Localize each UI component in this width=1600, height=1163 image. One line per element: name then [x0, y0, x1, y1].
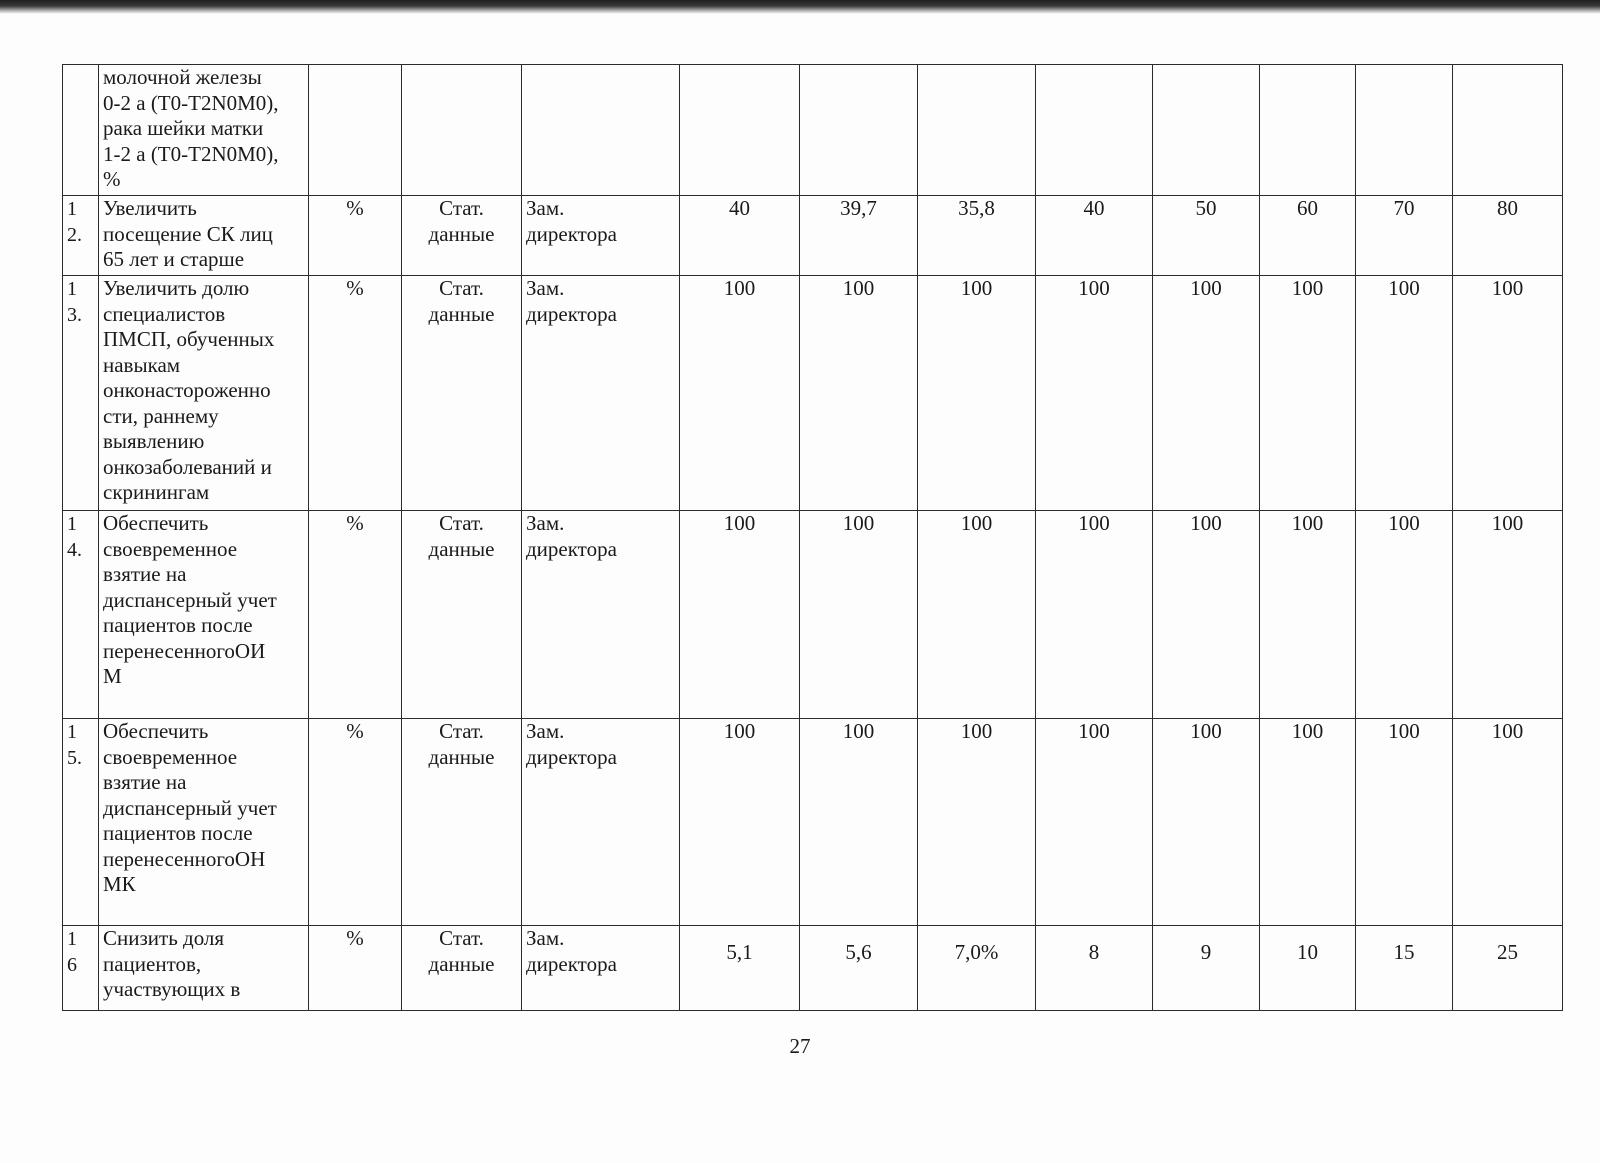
value-cell: 100 [800, 719, 918, 926]
indicator-text: Увеличить долю специалистов ПМСП, обученных навыкам онконастороженно сти, раннему выявлению онкозаболеваний и скринингам [99, 276, 309, 511]
row-number [63, 65, 99, 196]
value-cell: 100 [1356, 719, 1453, 926]
value-cell: 40 [1036, 196, 1153, 276]
value-cell: 100 [1453, 276, 1563, 511]
value-cell: 70 [1356, 196, 1453, 276]
value-cell: 40 [680, 196, 800, 276]
responsible-cell: Зам. директора [522, 196, 680, 276]
responsible-cell: Зам. директора [522, 719, 680, 926]
value-cell: 35,8 [918, 196, 1036, 276]
value-cell: 100 [1036, 511, 1153, 719]
unit-cell: % [309, 719, 402, 926]
value-cell: 100 [1453, 511, 1563, 719]
value-cell: 25 [1453, 926, 1563, 1011]
value-cell [1036, 65, 1153, 196]
value-cell: 5,6 [800, 926, 918, 1011]
indicator-text: Увеличить посещение СК лиц 65 лет и старше [99, 196, 309, 276]
value-cell: 100 [918, 276, 1036, 511]
value-cell [1453, 65, 1563, 196]
source-cell: Стат. данные [402, 926, 522, 1011]
source-cell: Стат. данные [402, 196, 522, 276]
value-cell: 60 [1260, 196, 1356, 276]
source-cell: Стат. данные [402, 276, 522, 511]
value-cell [1153, 65, 1260, 196]
table-row [63, 719, 1563, 926]
value-cell: 100 [1153, 511, 1260, 719]
value-cell [800, 65, 918, 196]
source-cell: Стат. данные [402, 719, 522, 926]
value-cell: 7,0% [918, 926, 1036, 1011]
value-cell: 100 [1356, 511, 1453, 719]
value-cell: 100 [918, 719, 1036, 926]
scan-edge [0, 0, 1600, 14]
source-cell [402, 65, 522, 196]
value-cell: 10 [1260, 926, 1356, 1011]
value-cell: 100 [1356, 276, 1453, 511]
value-cell: 100 [800, 511, 918, 719]
table-row [63, 926, 1563, 1011]
value-cell: 100 [800, 276, 918, 511]
value-cell: 100 [680, 511, 800, 719]
table-row [63, 276, 1563, 511]
value-cell: 15 [1356, 926, 1453, 1011]
value-cell: 50 [1153, 196, 1260, 276]
value-cell: 80 [1453, 196, 1563, 276]
value-cell [1260, 65, 1356, 196]
value-cell: 5,1 [680, 926, 800, 1011]
value-cell: 100 [918, 511, 1036, 719]
page-number: 27 [789, 1034, 811, 1058]
indicator-text: Снизить доля пациентов, участвующих в [99, 926, 309, 1011]
value-cell: 9 [1153, 926, 1260, 1011]
row-number: 1 4. [63, 511, 99, 719]
indicator-text: Обеспечить своевременное взятие на диспансерный учет пациентов после перенесенногоОИ М [99, 511, 309, 719]
value-cell: 8 [1036, 926, 1153, 1011]
value-cell: 39,7 [800, 196, 918, 276]
responsible-cell: Зам. директора [522, 511, 680, 719]
value-cell [1356, 65, 1453, 196]
row-number: 1 5. [63, 719, 99, 926]
row-number: 1 2. [63, 196, 99, 276]
value-cell: 100 [1036, 276, 1153, 511]
value-cell: 100 [1153, 276, 1260, 511]
table-row [63, 65, 1563, 196]
value-cell: 100 [1260, 276, 1356, 511]
table-row [63, 511, 1563, 719]
value-cell: 100 [1260, 719, 1356, 926]
value-cell: 100 [680, 276, 800, 511]
value-cell [680, 65, 800, 196]
row-number: 1 3. [63, 276, 99, 511]
indicators-table [62, 64, 1563, 1011]
responsible-cell [522, 65, 680, 196]
unit-cell: % [309, 196, 402, 276]
row-number: 1 6 [63, 926, 99, 1011]
value-cell: 100 [1260, 511, 1356, 719]
responsible-cell: Зам. директора [522, 926, 680, 1011]
value-cell [918, 65, 1036, 196]
value-cell: 100 [1453, 719, 1563, 926]
value-cell: 100 [1153, 719, 1260, 926]
unit-cell: % [309, 276, 402, 511]
indicator-text: молочной железы 0-2 а (T0-T2N0M0), рака шейки матки 1-2 а (T0-T2N0M0), % [99, 65, 309, 196]
value-cell: 100 [1036, 719, 1153, 926]
table-row [63, 196, 1563, 276]
unit-cell [309, 65, 402, 196]
responsible-cell: Зам. директора [522, 276, 680, 511]
indicator-text: Обеспечить своевременное взятие на диспансерный учет пациентов после перенесенногоОН МК [99, 719, 309, 926]
unit-cell: % [309, 511, 402, 719]
value-cell: 100 [680, 719, 800, 926]
unit-cell: % [309, 926, 402, 1011]
source-cell: Стат. данные [402, 511, 522, 719]
